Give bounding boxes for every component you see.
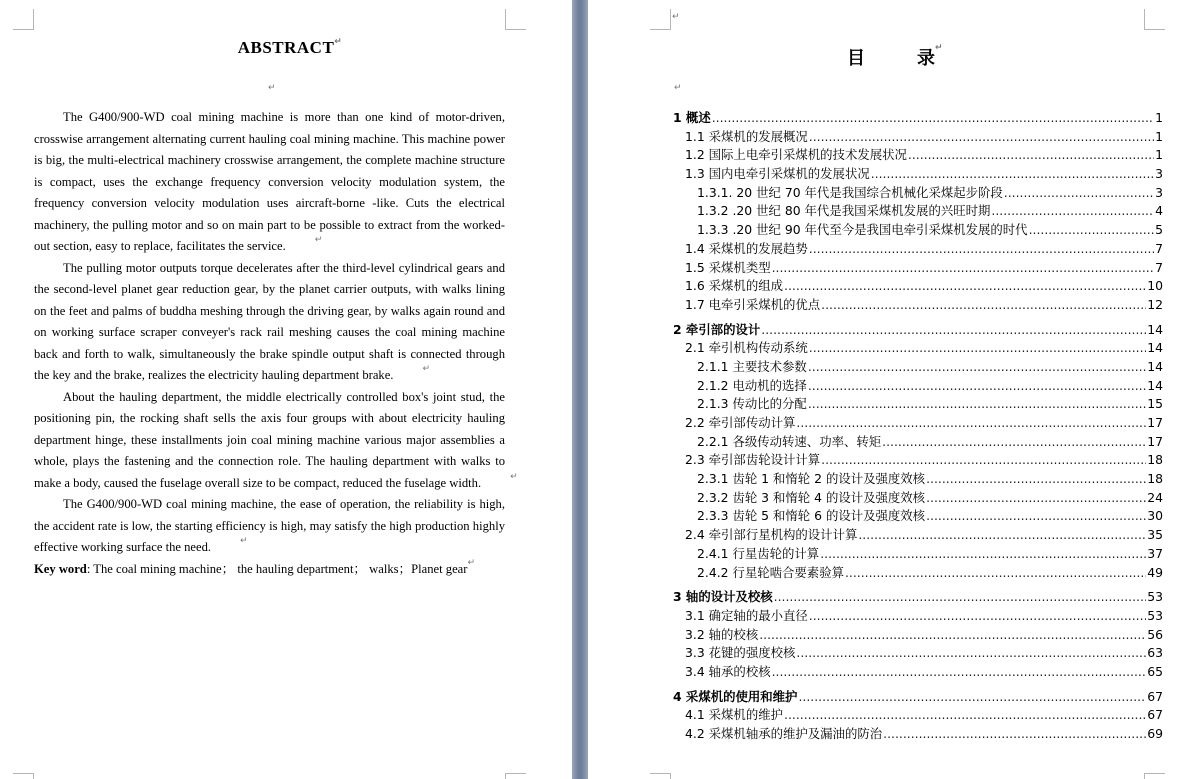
toc-leader-dots [809,241,1154,256]
toc-page-number: 14 [1147,340,1163,356]
toc-leader-dots [871,166,1154,181]
toc-entry-text: 2.2 牵引部传动计算 [685,415,796,430]
toc-page-number: 37 [1147,545,1163,561]
toc-page-number: 53 [1147,589,1163,605]
toc-page-number: 53 [1147,607,1163,623]
toc-entry-text: 1.3.1. 20 世纪 70 年代是我国综合机械化采煤起步阶段 [697,184,1003,200]
toc-page-number: 18 [1147,471,1163,487]
toc-entry-text: 2.3.3 齿轮 5 和惰轮 6 的设计及强度效核 [697,508,926,524]
toc-entry-text: 3.2 轴的校核 [685,626,759,642]
toc-page-number: 35 [1147,527,1163,543]
toc-entry[interactable] [673,506,1163,525]
toc-entry[interactable] [673,258,1163,277]
toc-entry-text: 2.3 牵引部齿轮设计计算 [685,452,821,468]
toc-page-number: 14 [1147,358,1163,374]
toc-leader-dots [1004,185,1154,200]
toc-leader-dots [991,203,1154,218]
toc-page-number: 15 [1147,396,1163,412]
toc-entry[interactable] [673,338,1163,357]
toc-page-number: 4 [1155,203,1163,219]
toc-entry-text: 1.5 采煤机类型 [685,259,771,275]
return-arrow-icon: ↵ [422,364,431,374]
toc-entry-text: 4 采煤机的使用和维护 [673,688,798,704]
toc-leader-dots [759,627,1146,642]
toc-entry[interactable] [673,525,1163,544]
return-arrow-icon: ↵ [334,37,343,47]
toc-page-number: 67 [1147,707,1163,723]
toc-entry[interactable] [673,394,1163,413]
crop-mark-top-right [505,9,526,30]
toc-leader-dots [809,129,1154,144]
toc-entry[interactable] [673,587,1163,606]
toc-entry[interactable] [673,376,1163,395]
toc-leader-dots [926,490,1146,505]
crop-mark-bottom-right [1144,773,1165,779]
toc-entry-text: 3.3 花键的强度校核 [685,645,796,661]
toc-leader-dots [712,110,1154,125]
toc-entry[interactable] [673,183,1163,202]
crop-mark-top-left [13,9,34,30]
toc-entry[interactable] [673,488,1163,507]
return-arrow-icon: ↵ [935,43,943,53]
toc-entry-text: 1.1 采煤机的发展概况 [685,128,808,144]
toc-leader-dots [761,322,1146,337]
toc-entry[interactable] [673,320,1163,339]
toc-page-number: 7 [1155,240,1163,256]
return-arrow-icon: ↵ [268,83,276,93]
abstract-body [34,107,518,580]
toc-entry[interactable] [673,164,1163,183]
toc-leader-dots [772,664,1147,679]
toc-entry-text: 3.4 轴承的校核 [685,663,771,679]
toc-leader-dots [821,297,1146,312]
toc-list [673,108,1163,743]
toc-entry[interactable] [673,413,1163,432]
toc-entry-text: 1.6 采煤机的组成 [685,278,783,294]
crop-mark-top-right [1144,9,1165,30]
toc-leader-dots [821,452,1146,467]
toc-page-number: 1 [1155,110,1163,125]
toc-page-number: 12 [1147,296,1163,312]
toc-leader-dots [882,434,1146,449]
toc-leader-dots [808,396,1146,411]
toc-entry[interactable] [673,625,1163,644]
toc-entry[interactable] [673,469,1163,488]
toc-entry-text: 2.1.3 传动比的分配 [697,396,807,412]
toc-leader-dots [926,508,1146,523]
toc-page-number: 14 [1147,377,1163,393]
crop-mark-bottom-left [650,773,671,779]
toc-entry-text: 2.4.2 行星轮啮合要素验算 [697,564,844,580]
toc-page-number: 14 [1147,321,1163,337]
toc-leader-dots [858,527,1146,542]
toc-page-number: 3 [1155,166,1163,182]
toc-leader-dots [883,726,1146,741]
toc-leader-dots [926,471,1146,486]
return-arrow-icon: ↵ [314,235,323,245]
keyword-label: Key word [34,561,87,576]
toc-leader-dots [796,645,1146,660]
toc-leader-dots [808,359,1146,374]
toc-entry-text: 2 牵引部的设计 [673,321,761,337]
toc-entry[interactable] [673,724,1163,743]
crop-mark-bottom-right [505,773,526,779]
toc-entry[interactable] [673,432,1163,451]
toc-page-number: 63 [1147,645,1163,661]
toc-entry-text: 2.1 牵引机构传动系统 [685,340,808,356]
toc-leader-dots [1029,222,1155,237]
toc-entry[interactable] [673,127,1163,146]
crop-mark-bottom-left [13,773,34,779]
toc-page-number: 30 [1147,508,1163,524]
toc-entry[interactable] [673,544,1163,563]
toc-page-number: 3 [1155,184,1163,200]
abstract-paragraph: The pulling motor outputs torque decelerates after the third-level cylindrical gears and the second-level planet gear reduction gear, by the planet carrier outputs, with walks lining on the feet and palms of buddha meshing through the driving gear, by walks again round and on working surface scraper conveyer's rack rail meshing causes the coal mining machine back and forth to walk, simultaneously the brake spindle output shaft is connected through the key and the brake, realizes the electricity hauling department brake. ↵ [34,260,505,382]
toc-entry[interactable] [673,643,1163,662]
toc-leader-dots [809,608,1146,623]
keywords: Key word: The coal mining machine； the hauling department； walks；Planet gear ↵ [34,557,475,576]
abstract-title: ABSTRACT ↵ [237,37,343,57]
toc-title: 目 录 ↵ [847,43,943,69]
toc-entry[interactable] [673,295,1163,314]
toc-page-number: 1 [1155,128,1163,144]
return-arrow-icon: ↵ [672,12,680,22]
toc-entry[interactable] [673,450,1163,469]
abstract-paragraph: The G400/900-WD coal mining machine is more than one kind of motor-driven, crosswise arrangement alternating current hauling coal mining machine. This machine power is big, the multi-electrical machinery crosswise arrangement, the complete machine structure is compact, uses the exchange frequency conversion velocity modulation system, the frequency conversion velocity modulation uses aircraft-borne -like. Cuts the electrical machinery, the pulling motor and so on main part to be possible to extract from the worked-out section, easy to replace, facilitates the service. ↵ [34,110,505,253]
toc-entry-text: 3 轴的设计及校核 [673,589,773,605]
toc-leader-dots [845,565,1146,580]
toc-leader-dots [809,340,1146,355]
crop-mark-top-left [650,9,671,30]
toc-leader-dots [798,689,1146,704]
toc-entry-text: 4.1 采煤机的维护 [685,707,783,723]
toc-entry[interactable] [673,220,1163,239]
return-arrow-icon: ↵ [240,536,248,546]
toc-page-number: 1 [1155,147,1163,163]
toc-entry[interactable] [673,276,1163,295]
toc-leader-dots [774,589,1147,604]
toc-entry-text: 2.2.1 各级传动转速、功率、转矩 [697,433,882,449]
abstract-paragraph: About the hauling department, the middle electrically controlled box's joint stud, the positioning pin, the rocking shaft sells the axis four groups with about electricity hauling department hinge, these installments join coal mining machine various major assemblies a whole, plays the fastening and the connection role. The hauling department with walks to make a body, caused the fuselage overall size to be compact, reduced the fuselage width. ↵ [34,389,518,490]
toc-page-number: 65 [1147,663,1163,679]
toc-page-number: 69 [1147,726,1163,741]
page-divider [572,0,588,779]
toc-entry-text: 2.1.2 电动机的选择 [697,377,807,393]
toc-page-number: 18 [1147,452,1163,468]
toc-entry-text: 2.4.1 行星齿轮的计算 [697,545,820,561]
toc-entry[interactable] [673,687,1163,706]
toc-page-number: 10 [1147,278,1163,294]
toc-entry-text: 1.3.3 .20 世纪 90 年代至今是我国电牵引采煤机发展的时代 [697,222,1028,238]
return-arrow-icon: ↵ [674,83,682,93]
toc-entry[interactable] [673,145,1163,164]
return-arrow-icon: ↵ [510,471,518,482]
toc-entry[interactable] [673,201,1163,220]
toc-entry-text: 1.3 国内电牵引采煤机的发展状况 [685,166,870,182]
toc-entry-text: 1.4 采煤机的发展趋势 [685,240,808,256]
toc-page-number: 5 [1155,222,1163,238]
toc-leader-dots [772,260,1155,275]
toc-entry[interactable] [673,662,1163,681]
toc-leader-dots [808,378,1146,393]
toc-page-number: 67 [1147,688,1163,704]
toc-page [588,0,1194,779]
toc-entry[interactable] [673,357,1163,376]
toc-entry[interactable] [673,239,1163,258]
toc-entry-text: 2.1.1 主要技术参数 [697,358,807,374]
abstract-page [0,0,572,779]
return-arrow-icon: ↵ [467,557,475,568]
toc-page-number: 7 [1155,259,1163,275]
toc-leader-dots [784,707,1146,722]
toc-entry-text: 3.1 确定轴的最小直径 [685,607,808,623]
toc-leader-dots [796,415,1146,430]
toc-leader-dots [820,546,1146,561]
toc-entry[interactable] [673,606,1163,625]
toc-page-number: 49 [1147,564,1163,580]
toc-page-number: 17 [1147,415,1163,430]
toc-entry-text: 2.3.1 齿轮 1 和惰轮 2 的设计及强度效核 [697,471,926,487]
toc-entry[interactable] [673,563,1163,582]
toc-entry-text: 1.2 国际上电牵引采煤机的技术发展状况 [685,147,907,163]
toc-entry-text: 1 概述 [673,110,711,125]
toc-entry[interactable] [673,705,1163,724]
toc-entry-text: 1.3.2 .20 世纪 80 年代是我国采煤机发展的兴旺时期 [697,203,991,219]
toc-entry-text: 4.2 采煤机轴承的维护及漏油的防治 [685,726,883,741]
toc-entry[interactable] [673,108,1163,127]
toc-page-number: 17 [1147,433,1163,449]
toc-page-number: 56 [1147,626,1163,642]
toc-leader-dots [908,147,1154,162]
abstract-paragraph: The G400/900-WD coal mining machine, the ease of operation, the reliability is high, the accident rate is low, the starting efficiency is high, may satisfy the high production highly effective working surface the need. ↵ [34,497,505,554]
toc-page-number: 24 [1147,489,1163,505]
toc-leader-dots [784,278,1146,293]
toc-entry-text: 2.3.2 齿轮 3 和惰轮 4 的设计及强度效核 [697,489,926,505]
toc-entry-text: 2.4 牵引部行星机构的设计计算 [685,527,858,543]
toc-entry-text: 1.7 电牵引采煤机的优点 [685,296,821,312]
